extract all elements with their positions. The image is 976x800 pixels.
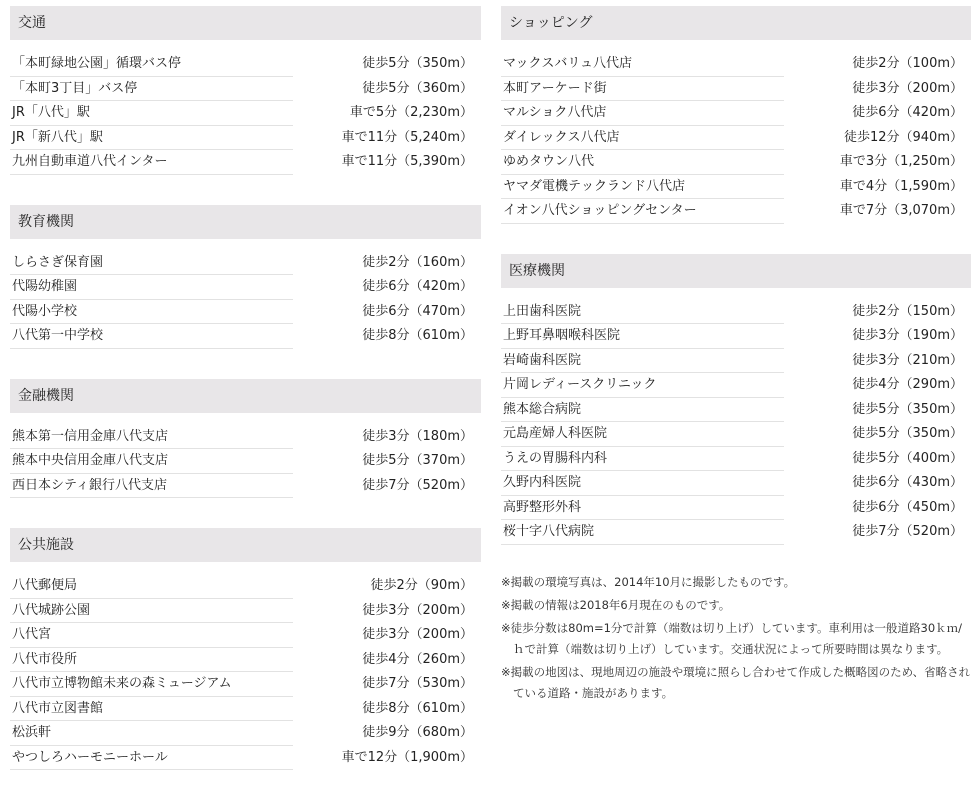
facility-distance: 徒歩6分（430m） — [852, 475, 963, 490]
list-item — [10, 697, 481, 722]
list-item — [501, 77, 971, 102]
list-item — [501, 175, 971, 200]
facility-name: 上田歯科医院 — [503, 303, 582, 319]
row-divider — [10, 769, 293, 770]
section-heading: ショッピング — [501, 6, 971, 40]
list-item — [10, 623, 481, 648]
list-item — [501, 324, 971, 349]
list-item — [501, 300, 971, 325]
list-item — [10, 101, 481, 126]
note-text: ※掲載の情報は2018年6月現在のものです。 — [501, 598, 731, 612]
row-divider — [10, 497, 293, 498]
list-item — [501, 150, 971, 175]
section — [10, 379, 481, 499]
facility-name: 八代宮 — [12, 627, 52, 642]
row-divider — [501, 544, 784, 545]
facility-distance: 車で4分（1,590m） — [839, 178, 963, 194]
section — [10, 6, 481, 175]
list-item — [501, 471, 971, 496]
note-text: ※徒歩分数は80m=1分で計算（端数は切り上げ）しています。車利用は一般道路30ｋｍ/ｈで計算（端数は切り上げ）しています。交通状況によって所要時間は異なります。 — [501, 621, 963, 656]
facility-distance: 徒歩4分（290m） — [852, 377, 963, 392]
facility-distance: 徒歩8分（610m） — [362, 328, 473, 343]
list-item — [501, 373, 971, 398]
facility-name: 片岡レディースクリニック — [503, 377, 657, 392]
facility-name: 上野耳鼻咽喉科医院 — [503, 328, 621, 343]
facility-name: 岩崎歯科医院 — [503, 352, 582, 368]
facility-distance: 徒歩3分（200m） — [362, 627, 473, 642]
facility-distance: 徒歩5分（350m） — [362, 56, 473, 71]
left-column — [10, 6, 481, 800]
facility-distance: 徒歩5分（400m） — [852, 450, 963, 466]
facility-distance: 徒歩3分（200m） — [362, 602, 473, 618]
facility-distance: 車で11分（5,390m） — [341, 154, 473, 169]
list-item — [10, 574, 481, 599]
section-heading: 教育機関 — [10, 205, 481, 239]
facility-name: 桜十字八代病院 — [503, 524, 595, 539]
facility-distance: 徒歩7分（530m） — [362, 676, 473, 691]
facility-name: 熊本中央信用金庫八代支店 — [12, 453, 169, 468]
facility-distance: 徒歩3分（190m） — [852, 328, 963, 343]
facility-distance: 徒歩6分（470m） — [362, 303, 473, 319]
facility-distance: 車で5分（2,230m） — [349, 105, 473, 120]
list-item — [10, 77, 481, 102]
facility-name: しらさぎ保育園 — [12, 254, 104, 270]
facility-distance: 徒歩3分（210m） — [852, 352, 963, 368]
facility-name: やつしろハーモニーホール — [12, 749, 168, 765]
facility-name: JR「八代」駅 — [12, 105, 90, 120]
facility-name: 久野内科医院 — [503, 475, 582, 490]
list-item — [10, 672, 481, 697]
facility-name: JR「新八代」駅 — [12, 129, 103, 145]
list-item — [10, 126, 481, 151]
list-item — [10, 251, 481, 276]
facility-distance: 徒歩5分（350m） — [852, 426, 963, 441]
section-heading: 公共施設 — [10, 528, 481, 562]
facility-name: 「本町緑地公園」循環バス停 — [12, 56, 182, 71]
list-item — [501, 520, 971, 545]
facility-distance: 徒歩2分（150m） — [852, 303, 963, 319]
facility-name: マックスバリュ八代店 — [503, 56, 632, 71]
facility-name: 熊本第一信用金庫八代支店 — [12, 428, 169, 444]
list-item — [10, 746, 481, 771]
list-item — [10, 449, 481, 474]
facility-name: 松浜軒 — [12, 725, 52, 740]
list-item — [10, 425, 481, 450]
list-item — [501, 496, 971, 521]
list-item — [501, 199, 971, 224]
list-item — [501, 52, 971, 77]
row-divider — [10, 348, 293, 349]
facility-name: 高野整形外科 — [503, 499, 582, 515]
facility-name: 西日本シティ銀行八代支店 — [12, 477, 167, 493]
facility-distance: 徒歩6分（420m） — [852, 105, 963, 120]
facility-name: 熊本総合病院 — [503, 401, 582, 417]
facility-name: 八代市立図書館 — [12, 700, 104, 716]
facility-distance: 車で11分（5,240m） — [341, 129, 473, 145]
facility-distance: 徒歩9分（680m） — [362, 725, 473, 740]
list-item — [10, 300, 481, 325]
facility-name: 代陽幼稚園 — [12, 279, 78, 294]
section-heading: 医療機関 — [501, 254, 971, 288]
section — [10, 528, 481, 770]
section-heading: 金融機関 — [10, 379, 481, 413]
facility-name: 八代市立博物館未来の森ミュージアム — [12, 676, 232, 691]
list-item — [501, 349, 971, 374]
facility-name: 八代城跡公園 — [12, 602, 91, 618]
section — [501, 254, 971, 545]
facility-distance: 徒歩4分（260m） — [362, 651, 473, 667]
notes — [501, 572, 971, 706]
facility-distance: 車で12分（1,900m） — [341, 749, 473, 765]
facility-distance: 徒歩2分（90m） — [370, 578, 473, 593]
facility-name: イオン八代ショッピングセンター — [503, 203, 697, 218]
facility-distance: 徒歩2分（160m） — [362, 254, 473, 270]
facility-distance: 徒歩6分（450m） — [852, 499, 963, 515]
facility-name: 代陽小学校 — [12, 303, 78, 319]
list-item — [10, 275, 481, 300]
facility-name: うえの胃腸科内科 — [503, 450, 608, 466]
facility-name: マルショク八代店 — [503, 105, 607, 120]
list-item — [501, 126, 971, 151]
list-item — [10, 474, 481, 499]
facility-distance: 徒歩3分（200m） — [852, 80, 963, 96]
facility-distance: 徒歩7分（520m） — [362, 477, 473, 493]
facility-name: 八代第一中学校 — [12, 328, 104, 343]
facility-name: ヤマダ電機テックランド八代店 — [503, 178, 686, 194]
section — [10, 205, 481, 349]
facility-distance: 徒歩5分（370m） — [362, 453, 473, 468]
facility-distance: 車で3分（1,250m） — [839, 154, 963, 169]
facility-name: 八代郵便局 — [12, 578, 78, 593]
row-divider — [10, 174, 293, 175]
facility-name: 八代市役所 — [12, 651, 78, 667]
facility-distance: 徒歩6分（420m） — [362, 279, 473, 294]
facility-distance: 徒歩7分（520m） — [852, 524, 963, 539]
facility-distance: 徒歩5分（360m） — [362, 80, 473, 96]
facility-name: ダイレックス八代店 — [503, 129, 620, 145]
facility-name: ゆめタウン八代 — [503, 154, 595, 169]
facility-distance: 車で7分（3,070m） — [839, 203, 963, 218]
facility-distance: 徒歩12分（940m） — [843, 129, 963, 145]
section-heading: 交通 — [10, 6, 481, 40]
list-item — [10, 648, 481, 673]
list-item — [501, 101, 971, 126]
note-text: ※掲載の地図は、現地周辺の施設や環境に照らし合わせて作成した概略図のため、省略されている道路・施設があります。 — [501, 665, 971, 700]
row-divider — [501, 223, 784, 224]
facility-name: 「本町3丁目」バス停 — [12, 80, 138, 96]
list-item — [501, 447, 971, 472]
facility-distance: 徒歩8分（610m） — [362, 700, 473, 716]
facility-distance: 徒歩5分（350m） — [852, 401, 963, 417]
list-item — [501, 422, 971, 447]
list-item — [10, 599, 481, 624]
facility-name: 九州自動車道八代インター — [12, 154, 168, 169]
list-item — [10, 324, 481, 349]
list-item — [10, 52, 481, 77]
list-item — [10, 721, 481, 746]
list-item — [10, 150, 481, 175]
list-item — [501, 398, 971, 423]
facility-name: 本町アーケード街 — [503, 80, 607, 96]
facility-distance: 徒歩2分（100m） — [852, 56, 963, 71]
facility-distance: 徒歩3分（180m） — [362, 428, 473, 444]
section — [501, 6, 971, 224]
right-column — [501, 6, 971, 575]
facility-name: 元島産婦人科医院 — [503, 426, 608, 441]
note-text: ※掲載の環境写真は、2014年10月に撮影したものです。 — [501, 575, 796, 589]
